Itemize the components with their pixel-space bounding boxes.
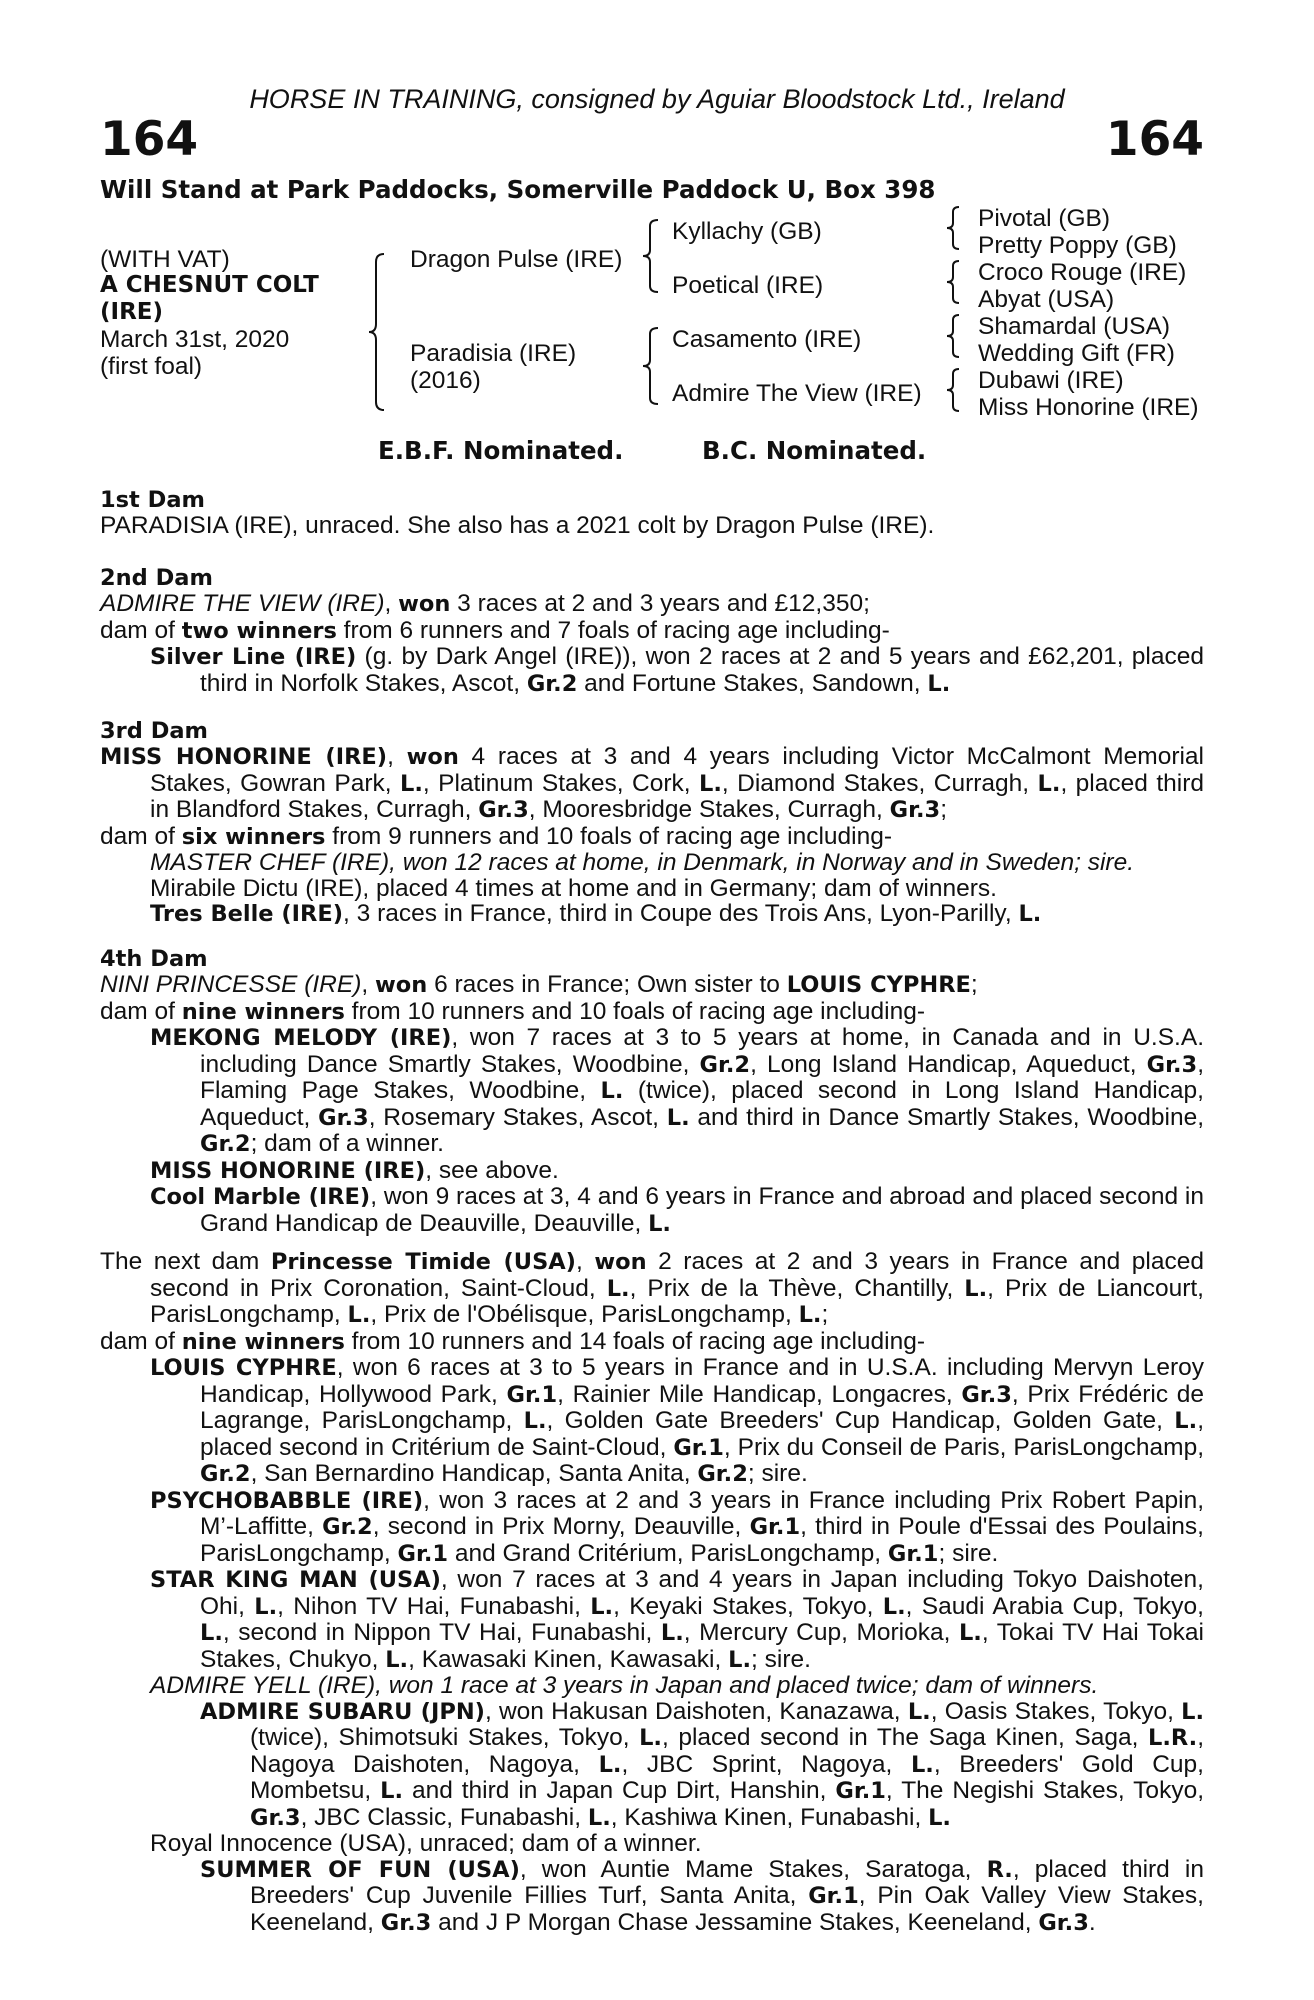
text-run: ;: [940, 796, 948, 823]
next-dam-record: The next dam Princesse Timide (USA), won 2 races at 2 and 3 years in France and placed second in Prix Coronation, Saint-Cloud, L., Prix de la Thève, Chantilly, L., Prix de Liancourt, ParisLongchamp, L., Prix de l'Obélisque, ParisLongchamp, L.;: [100, 1248, 1204, 1328]
text-run: , placed third in Blandford Stakes, Curragh,: [150, 769, 1204, 823]
next-dam-section: [100, 1249, 1204, 1936]
text-run: and Grand Critérium, ParisLongchamp,: [448, 1539, 888, 1567]
text-run: won: [406, 744, 459, 770]
text-run: , JBC Sprint, Nagoya,: [621, 1750, 911, 1778]
first-dam-text: PARADISIA (IRE), unraced. She also has a 2021 colt by Dragon Pulse (IRE).: [100, 512, 935, 539]
text-run: L.: [598, 1751, 622, 1778]
text-run: L.: [590, 1593, 614, 1620]
text-run: MISS HONORINE (IRE): [100, 744, 388, 770]
text-run: LOUIS CYPHRE: [786, 972, 971, 998]
produce-entry: Mirabile Dictu (IRE), placed 4 times at home and in Germany; dam of winners.: [150, 874, 997, 902]
text-run: Gr.1: [749, 1514, 801, 1540]
text-run: , Nagoya Daishoten, Nagoya,: [250, 1724, 1204, 1778]
text-run: MEKONG MELODY (IRE): [150, 1025, 452, 1051]
text-run: dam of: [100, 1327, 182, 1355]
text-run: (twice), placed second in Long Island Handicap, Aqueduct,: [200, 1077, 1204, 1131]
text-run: dam of: [100, 616, 182, 644]
pedigree-brace-g2: [944, 259, 962, 305]
text-run: L.: [523, 1408, 547, 1434]
text-run: , Golden Gate Breeders' Cup Handicap, Golden Gate,: [546, 1407, 1175, 1434]
text-run: L.: [728, 1646, 752, 1673]
text-run: L.: [1037, 770, 1061, 797]
text-run: ADMIRE SUBARU (JPN): [200, 1698, 485, 1725]
lot-number-right: 164: [1105, 112, 1204, 167]
text-run: Gr.3: [1146, 1051, 1198, 1078]
text-run: six winners: [181, 823, 326, 850]
consignment-header: HORSE IN TRAINING, consigned by Aguiar Bloodstock Ltd., Ireland: [249, 84, 1065, 114]
bc-nomination: B.C. Nominated.: [702, 436, 927, 465]
text-run: L.: [1018, 901, 1042, 927]
text-run: The next dam: [100, 1248, 271, 1275]
text-run: Tres Belle (IRE): [150, 901, 344, 927]
text-run: , Breeders' Gold Cup, Mombetsu,: [250, 1750, 1204, 1804]
text-run: L.: [910, 1751, 934, 1778]
text-run: L.: [648, 1210, 671, 1237]
text-run: , Mooresbridge Stakes, Curragh,: [528, 796, 890, 823]
text-run: nine winners: [181, 998, 345, 1025]
text-run: Gr.1: [835, 1778, 886, 1804]
fourth-dam-produce-line: [100, 999, 1204, 1026]
text-run: ; dam of a winner.: [250, 1130, 444, 1157]
next-dam-produce-line: [100, 1329, 1204, 1356]
text-run: ; sire.: [747, 1460, 808, 1487]
text-run: L.: [699, 770, 722, 797]
granddam-6: Wedding Gift (FR): [978, 340, 1175, 367]
text-run: L.: [587, 1804, 611, 1831]
text-run: , Rainier Mile Handicap, Longacres,: [557, 1380, 962, 1408]
text-run: , Oasis Stakes, Tokyo,: [930, 1697, 1182, 1725]
text-run: (g. by Dark Angel (IRE)), won 2 races at 2 and 5 years and £62,201, placed third in Norfolk Stakes, Ascot,: [200, 643, 1205, 697]
granddam-8: Miss Honorine (IRE): [978, 394, 1199, 421]
text-run: L.: [660, 1620, 684, 1646]
text-run: , second in Nippon TV Hai, Funabashi,: [222, 1619, 661, 1646]
text-run: Gr.1: [506, 1381, 558, 1408]
produce-entry: [100, 644, 1204, 697]
text-run: L.: [907, 1698, 931, 1725]
text-run: (twice), Shimotsuki Stakes, Tokyo,: [250, 1724, 640, 1751]
text-run: won: [398, 591, 451, 617]
text-run: L.: [347, 1302, 371, 1328]
granddam-4: Abyat (USA): [978, 286, 1115, 313]
dam-dam: Admire The View (IRE): [672, 380, 922, 407]
text-run: L.R.: [1148, 1725, 1198, 1751]
text-run: L.: [958, 1620, 982, 1646]
pedigree-brace-dam: [640, 326, 662, 406]
text-run: , Long Island Handicap, Aqueduct,: [750, 1050, 1147, 1078]
dam: Paradisia (IRE): [410, 340, 577, 367]
foaling-date: March 31st, 2020: [100, 326, 290, 353]
text-run: , won 6 races at 3 to 5 years in France and in U.S.A. including Mervyn Leroy Handicap, Hollywood Park,: [200, 1354, 1204, 1408]
produce-entry: Royal Innocence (USA), unraced; dam of a winner.: [150, 1830, 702, 1857]
produce-entry: [100, 1355, 1204, 1488]
text-run: Gr.1: [673, 1434, 724, 1461]
text-run: MISS HONORINE (IRE): [150, 1157, 426, 1184]
text-run: from 10 runners and 14 foals of racing age including-: [344, 1327, 926, 1355]
produce-entry: ADMIRE YELL (IRE), won 1 race at 3 years in Japan and placed twice; dam of winners.: [150, 1672, 1099, 1699]
produce-entry: [100, 1857, 1204, 1937]
foal-note: (first foal): [100, 353, 203, 380]
text-run: L.: [882, 1593, 906, 1620]
dam-sire: Casamento (IRE): [672, 326, 862, 353]
text-run: ; sire.: [938, 1539, 999, 1567]
horse-country: (IRE): [100, 299, 164, 325]
text-run: , placed second in The Saga Kinen, Saga,: [661, 1724, 1148, 1751]
pedigree-brace-sire: [640, 218, 662, 294]
grandsire-3: Croco Rouge (IRE): [978, 259, 1187, 286]
text-run: , won Hakusan Daishoten, Kanazawa,: [484, 1697, 908, 1725]
text-run: Gr.3: [961, 1381, 1012, 1408]
vat-note: (WITH VAT): [100, 246, 230, 273]
produce-entry: [100, 1488, 1204, 1568]
text-run: SUMMER OF FUN (USA): [200, 1856, 520, 1883]
text-run: 2 races at 2 and 3 years in France and placed second in Prix Coronation, Saint-Cloud,: [150, 1248, 1204, 1302]
text-run: Gr.3: [478, 797, 529, 823]
text-run: , Keyaki Stakes, Tokyo,: [613, 1592, 883, 1620]
text-run: Gr.1: [808, 1883, 859, 1909]
text-run: L.: [639, 1725, 662, 1751]
text-run: Gr.3: [380, 1909, 432, 1936]
text-run: Silver Line (IRE): [150, 644, 357, 670]
text-run: from 10 runners and 10 foals of racing age including-: [344, 997, 926, 1025]
text-run: ;: [970, 971, 978, 998]
produce-entry: MASTER CHEF (IRE), won 12 races at home, in Denmark, in Norway and in Sweden; sire.: [150, 849, 1134, 876]
pedigree-brace-g3: [944, 313, 962, 359]
fourth-dam-record: NINI PRINCESSE (IRE), won 6 races in France; Own sister to LOUIS CYPHRE;: [100, 971, 978, 998]
produce-entry: [100, 1567, 1204, 1673]
produce-entry: [100, 1158, 1204, 1185]
produce-entry: [100, 1184, 1204, 1237]
text-run: Gr.2: [200, 1461, 251, 1487]
section-heading: 2nd Dam: [100, 565, 213, 591]
text-run: two winners: [181, 617, 337, 644]
horse-description: A CHESNUT COLT: [100, 272, 319, 298]
text-run: , Diamond Stakes, Curragh,: [721, 769, 1038, 797]
text-run: , Nihon TV Hai, Funabashi,: [277, 1592, 591, 1620]
text-run: , Kawasaki Kinen, Kawasaki,: [408, 1645, 729, 1673]
text-run: L.: [1174, 1408, 1198, 1434]
ebf-nomination: E.B.F. Nominated.: [378, 436, 624, 465]
section-heading: 4th Dam: [100, 946, 208, 972]
third-dam-section: [100, 718, 1204, 928]
second-dam-line: ADMIRE THE VIEW (IRE), won 3 races at 2 and 3 years and £12,350;: [100, 590, 870, 617]
stand-location: Will Stand at Park Paddocks, Somerville Paddock U, Box 398: [100, 175, 936, 204]
text-run: , JBC Classic, Funabashi,: [300, 1803, 588, 1831]
second-dam-section: [100, 565, 1204, 697]
text-run: 4 races at 3 and 4 years including Victor McCalmont Memorial Stakes, Gowran Park,: [150, 743, 1205, 797]
text-run: L.: [927, 670, 951, 697]
text-run: , placed second in Critérium de Saint-Cloud,: [200, 1407, 1204, 1461]
produce-entry: [100, 901, 1204, 928]
text-run: L.: [1181, 1698, 1204, 1725]
text-run: Gr.3: [250, 1804, 301, 1831]
text-run: Gr.3: [1038, 1909, 1089, 1936]
text-run: , won 7 races at 3 to 5 years at home, in Canada and in U.S.A. including Dance Smartly Stakes, Woodbine,: [200, 1024, 1204, 1078]
text-run: from 6 runners and 7 foals of racing age including-: [336, 616, 890, 644]
text-run: L.: [400, 770, 423, 797]
text-run: Gr.2: [526, 670, 578, 697]
text-run: and Fortune Stakes, Sandown,: [577, 669, 928, 697]
text-run: L.: [666, 1104, 690, 1131]
text-run: ;: [821, 1301, 829, 1328]
text-run: Gr.3: [318, 1104, 369, 1131]
dam-year: (2016): [410, 367, 481, 394]
text-run: L.: [380, 1778, 404, 1804]
text-run: , Mercury Cup, Morioka,: [683, 1619, 959, 1646]
text-run: Gr.2: [200, 1131, 251, 1157]
text-run: , The Negishi Stakes, Tokyo,: [885, 1777, 1204, 1804]
produce-entry: [100, 1025, 1204, 1158]
text-run: dam of: [100, 822, 182, 850]
text-run: , won Auntie Mame Stakes, Saratoga,: [519, 1855, 987, 1883]
text-run: won: [375, 972, 428, 998]
text-run: L.: [254, 1593, 278, 1620]
text-run: , won 7 races at 3 and 4 years in Japan including Tokyo Daishoten, Ohi,: [200, 1566, 1204, 1620]
text-run: and third in Japan Cup Dirt, Hanshin,: [403, 1777, 836, 1804]
text-run: 6 races in France; Own sister to: [427, 971, 787, 998]
text-run: Cool Marble (IRE): [150, 1184, 371, 1210]
text-run: , Prix de l'Obélisque, ParisLongchamp,: [370, 1301, 799, 1328]
text-run: , San Bernardino Handicap, Santa Anita,: [250, 1460, 698, 1487]
text-run: , Prix de la Thève, Chantilly,: [629, 1274, 965, 1302]
text-run: , won 3 races at 2 and 3 years in France including Prix Robert Papin, M’-Laffitte,: [200, 1486, 1205, 1540]
text-run: L.: [964, 1275, 988, 1302]
text-run: , won 9 races at 3, 4 and 6 years in France and abroad and placed second in Grand Handicap de Deauville, Deauville,: [200, 1183, 1204, 1237]
text-run: ; sire.: [751, 1645, 811, 1673]
pedigree-brace-main: [366, 252, 388, 412]
section-heading: 3rd Dam: [100, 718, 208, 744]
text-run: , Flaming Page Stakes, Woodbine,: [200, 1050, 1204, 1104]
text-run: Gr.2: [699, 1051, 751, 1078]
text-run: dam of: [100, 997, 182, 1025]
text-run: NINI PRINCESSE (IRE): [100, 971, 362, 998]
text-run: Gr.1: [887, 1540, 939, 1567]
text-run: , Saudi Arabia Cup, Tokyo,: [905, 1592, 1204, 1620]
text-run: , Kashiwa Kinen, Funabashi,: [610, 1803, 929, 1831]
pedigree-brace-g4: [944, 367, 962, 413]
grandsire-1: Pivotal (GB): [978, 205, 1111, 232]
third-dam-record: MISS HONORINE (IRE), won 4 races at 3 and 4 years including Victor McCalmont Memorial Stakes, Gowran Park, L., Platinum Stakes, Cork, L., Diamond Stakes, Curragh, L., placed third in Blandford Stakes, Curragh, Gr.3, Mooresbridge Stakes, Curragh, Gr.3;: [100, 743, 1205, 823]
text-run: nine winners: [181, 1328, 345, 1355]
text-run: , third in Poule d'Essai des Poulains, ParisLongchamp,: [200, 1513, 1204, 1567]
text-run: Gr.2: [322, 1514, 373, 1540]
text-run: 3 races at 2 and 3 years and £12,350;: [450, 590, 870, 617]
text-run: , Pin Oak Valley View Stakes, Keeneland,: [250, 1882, 1204, 1936]
text-run: R.: [986, 1856, 1013, 1883]
text-run: L.: [385, 1646, 409, 1673]
text-run: from 9 runners and 10 foals of racing age including-: [325, 822, 893, 850]
text-run: Gr.3: [889, 797, 941, 823]
sire-sire: Kyllachy (GB): [672, 218, 822, 245]
granddam-2: Pretty Poppy (GB): [978, 232, 1177, 259]
grandsire-7: Dubawi (IRE): [978, 367, 1124, 394]
text-run: , Prix du Conseil de Paris, ParisLongchamp,: [723, 1433, 1205, 1461]
text-run: L.: [928, 1804, 951, 1831]
first-dam-section: [100, 487, 1204, 539]
text-run: , 3 races in France, third in Coupe des Trois Ans, Lyon-Parilly,: [343, 900, 1019, 927]
text-run: L.: [200, 1620, 223, 1646]
text-run: L.: [606, 1275, 630, 1302]
text-run: , Prix de Liancourt, ParisLongchamp,: [150, 1274, 1204, 1328]
text-run: , Prix Frédéric de Lagrange, ParisLongchamp,: [200, 1380, 1205, 1434]
grandsire-5: Shamardal (USA): [978, 313, 1170, 340]
lot-number-left: 164: [100, 112, 199, 167]
section-heading: 1st Dam: [100, 487, 205, 513]
text-run: PSYCHOBABBLE (IRE): [150, 1487, 424, 1514]
produce-entry: [100, 1699, 1204, 1832]
text-run: , Tokai TV Hai Tokai Stakes, Chukyo,: [200, 1619, 1204, 1673]
text-run: Princesse Timide (USA): [270, 1249, 576, 1275]
text-run: L.: [798, 1302, 822, 1328]
text-run: Gr.1: [397, 1540, 449, 1567]
second-dam-produce-line: [100, 618, 1204, 645]
text-run: won: [594, 1249, 647, 1275]
text-run: , Platinum Stakes, Cork,: [422, 769, 700, 797]
pedigree-brace-g1: [944, 205, 962, 251]
fourth-dam-section: [100, 946, 1204, 1237]
sire: Dragon Pulse (IRE): [410, 246, 623, 273]
text-run: ADMIRE THE VIEW (IRE): [100, 590, 385, 617]
text-run: , placed third in Breeders' Cup Juvenile Fillies Turf, Santa Anita,: [250, 1855, 1204, 1909]
text-run: Gr.2: [697, 1461, 748, 1487]
text-run: LOUIS CYPHRE: [150, 1355, 337, 1381]
third-dam-produce-line: [100, 824, 1204, 851]
text-run: .: [1088, 1908, 1096, 1936]
text-run: and third in Dance Smartly Stakes, Woodbine,: [689, 1103, 1204, 1131]
text-run: , Rosemary Stakes, Ascot,: [368, 1103, 667, 1131]
text-run: , see above.: [425, 1156, 559, 1184]
sire-dam: Poetical (IRE): [672, 272, 824, 299]
text-run: , second in Prix Morny, Deauville,: [372, 1513, 750, 1540]
text-run: and J P Morgan Chase Jessamine Stakes, Keeneland,: [431, 1908, 1039, 1936]
text-run: STAR KING MAN (USA): [150, 1567, 441, 1593]
text-run: L.: [600, 1078, 624, 1104]
